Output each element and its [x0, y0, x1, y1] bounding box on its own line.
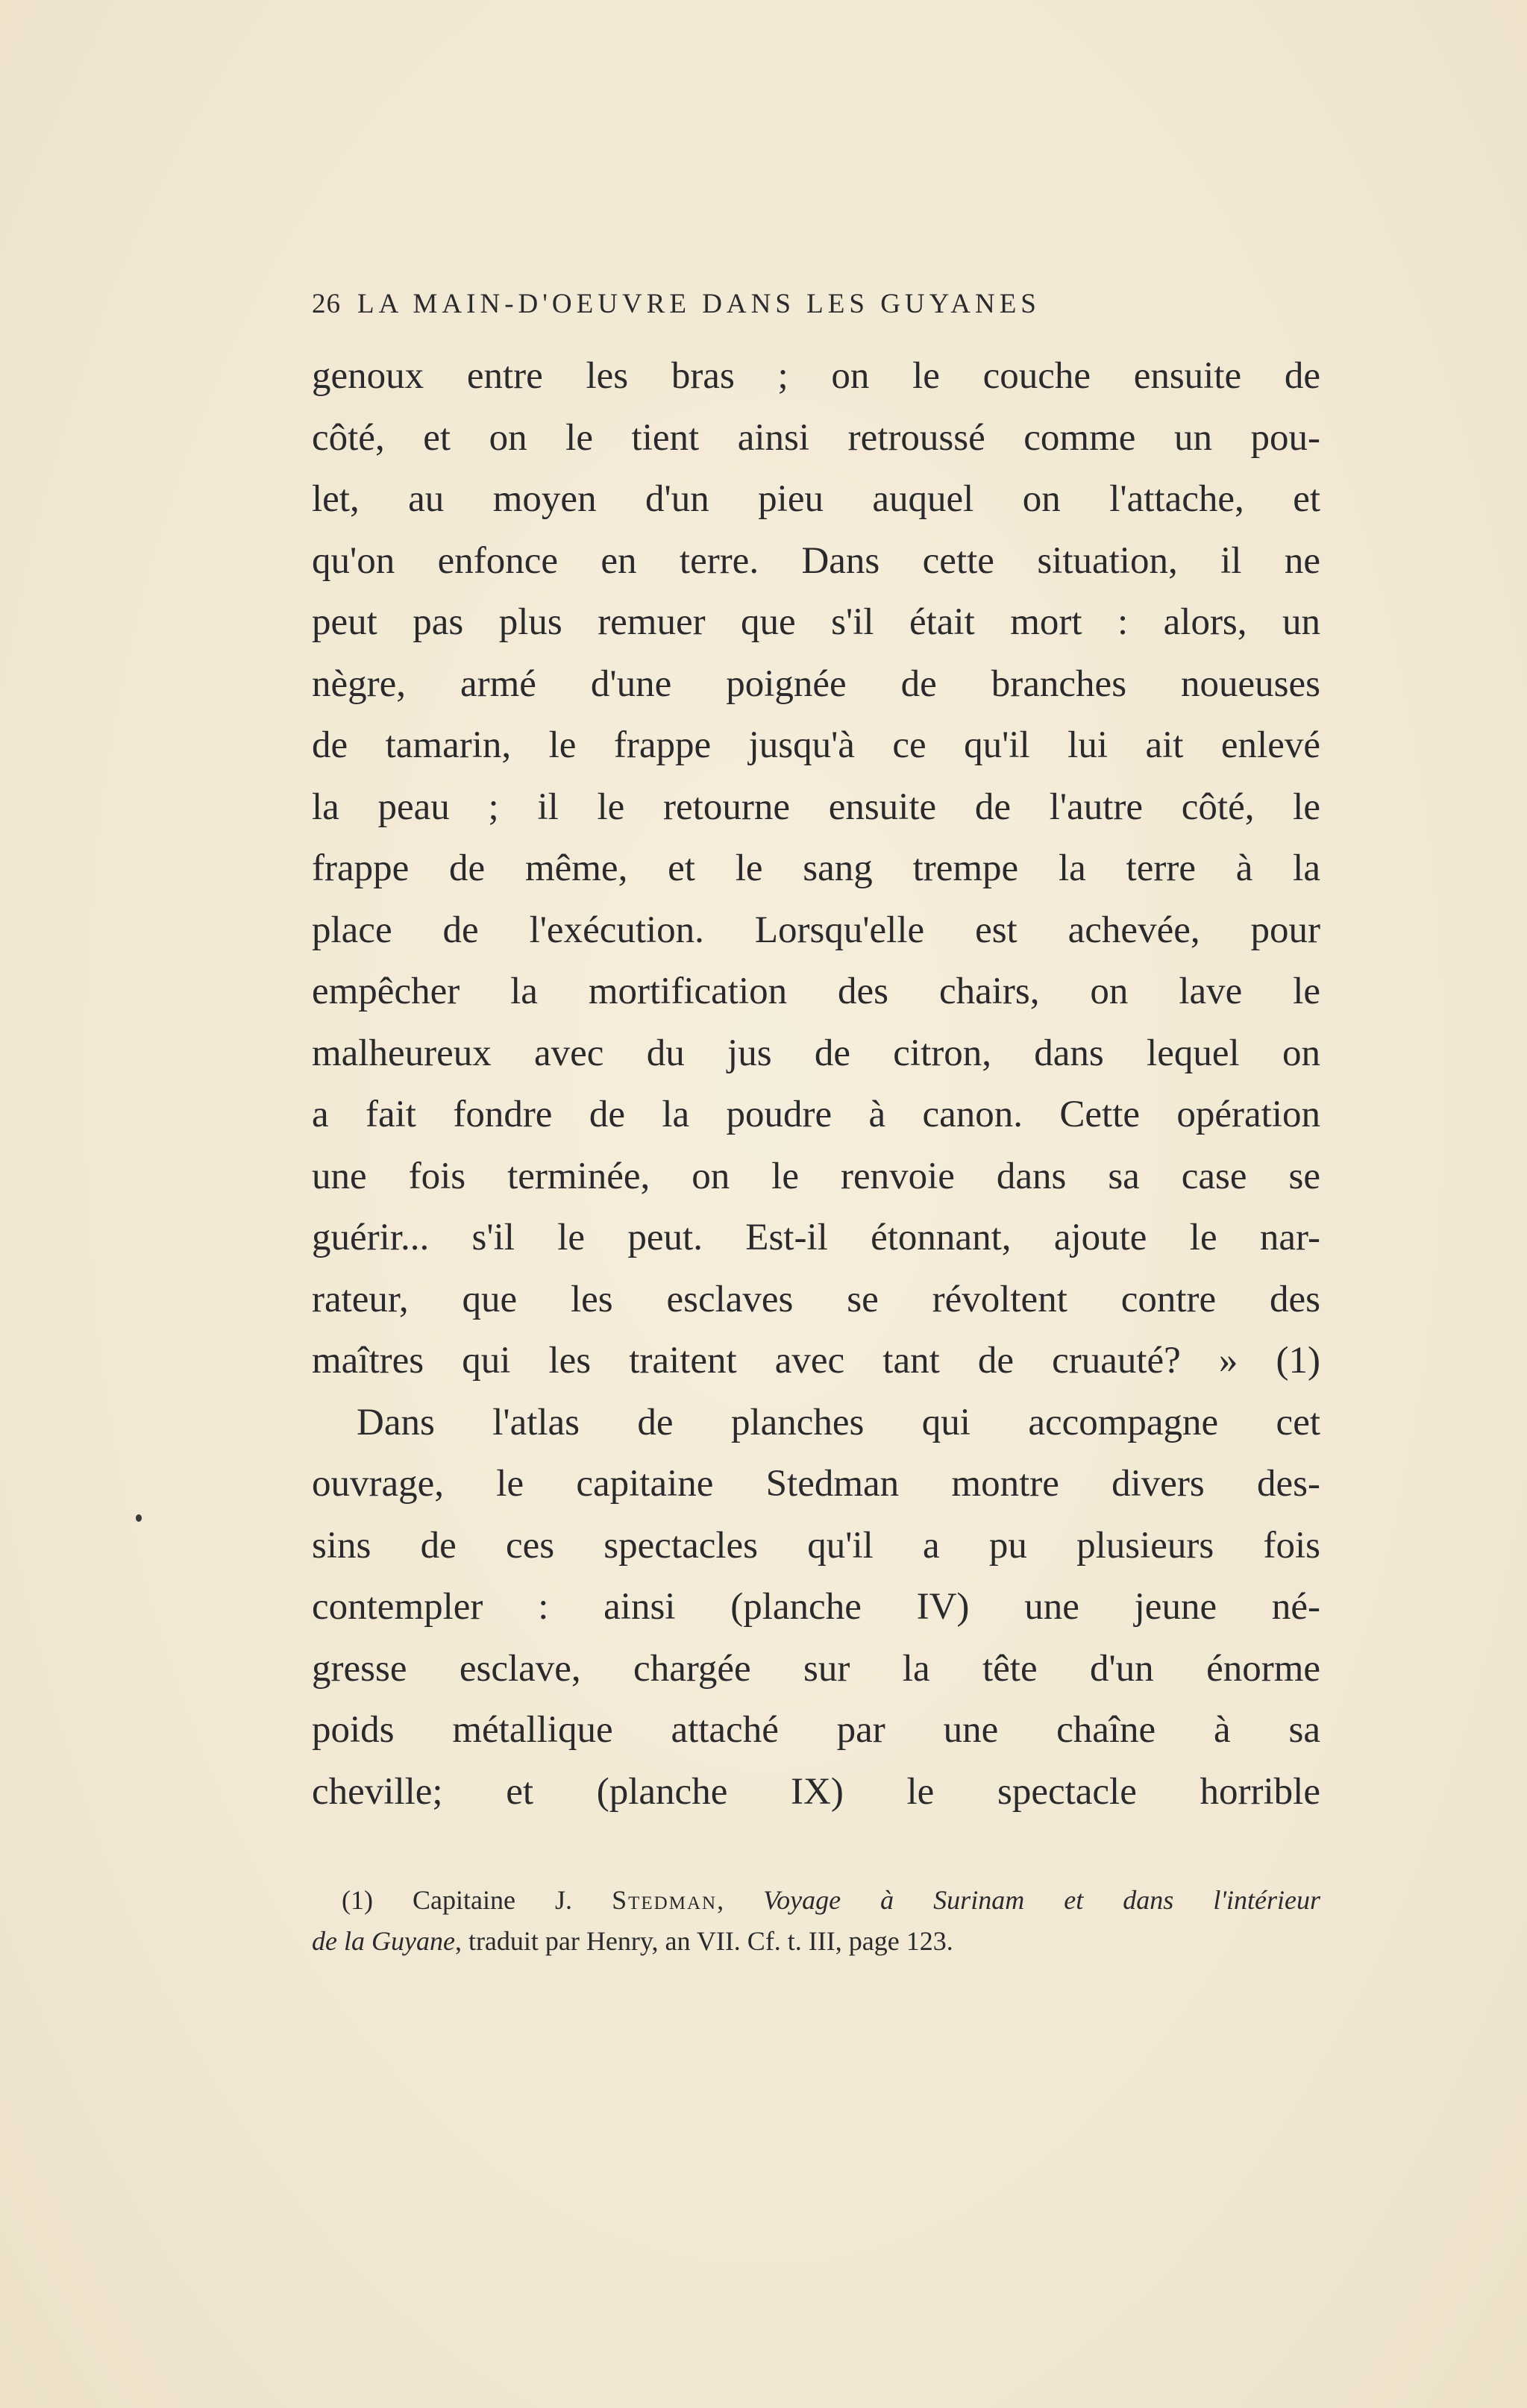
body-text [312, 345, 1320, 1822]
text-line: Dans l'atlas de planches qui accompagne cet [357, 1401, 1320, 1443]
text-line: qu'on enfonce en terre. Dans cette situation, il ne [312, 539, 1320, 582]
footnote-author: Stedman [612, 1885, 718, 1915]
text-line: maîtres qui les traitent avec tant de cruauté? » (1) [312, 1340, 1320, 1382]
text-line: ouvrage, le capitaine Stedman montre divers des- [312, 1463, 1320, 1505]
footnote-separator: , [717, 1885, 764, 1915]
running-head [312, 283, 1241, 325]
text-line: nègre, armé d'une poignée de branches noueuses [312, 662, 1320, 705]
footnote [312, 1880, 1320, 1962]
text-line: contempler : ainsi (planche IV) une jeune né- [312, 1586, 1320, 1628]
text-line: peut pas plus remuer que s'il était mort : alors, un [312, 601, 1320, 643]
footnote-line [312, 1880, 1320, 1921]
page-number: 26 [312, 289, 341, 319]
ink-speck [136, 1514, 142, 1522]
text-line: de tamarin, le frappe jusqu'à ce qu'il lui ait enlevé [312, 724, 1320, 766]
text-line: sins de ces spectacles qu'il a pu plusieurs fois [312, 1524, 1320, 1567]
text-line: place de l'exécution. Lorsqu'elle est achevée, pour [312, 909, 1320, 951]
text-line: la peau ; il le retourne ensuite de l'autre côté, le [312, 786, 1320, 828]
text-line: rateur, que les esclaves se révoltent contre des [312, 1278, 1320, 1320]
text-line: gresse esclave, chargée sur la tête d'un énorme [312, 1647, 1320, 1690]
footnote-line [312, 1921, 1320, 1962]
footnote-title: Voyage à Surinam et dans l'intérieur [763, 1885, 1320, 1915]
text-line: une fois terminée, on le renvoie dans sa case se [312, 1155, 1320, 1197]
text-line: empêcher la mortification des chairs, on lave le [312, 971, 1320, 1012]
text-line: malheureux avec du jus de citron, dans lequel on [312, 1032, 1320, 1074]
text-line: guérir... s'il le peut. Est-il étonnant, ajoute le nar- [312, 1217, 1320, 1258]
text-line: let, au moyen d'un pieu auquel on l'attache, et [312, 478, 1320, 520]
text-line: poids métallique attaché par une chaîne à sa [312, 1709, 1320, 1751]
footnote-marker: (1) Capitaine J. [342, 1885, 612, 1915]
running-title: LA MAIN-D'OEUVRE DANS LES GUYANES [357, 289, 1041, 319]
text-line: frappe de même, et le sang trempe la terre à la [312, 847, 1320, 889]
text-line: côté, et on le tient ainsi retroussé comme un pou- [312, 416, 1320, 459]
text-line: a fait fondre de la poudre à canon. Cette opération [312, 1094, 1320, 1135]
text-line: genoux entre les bras ; on le couche ensuite de [312, 355, 1320, 397]
footnote-rest: , traduit par Henry, an VII. Cf. t. III, page 123. [454, 1926, 953, 1956]
text-line: cheville; et (planche IX) le spectacle horrible [312, 1770, 1320, 1813]
footnote-title-cont: de la Guyane [312, 1926, 455, 1956]
